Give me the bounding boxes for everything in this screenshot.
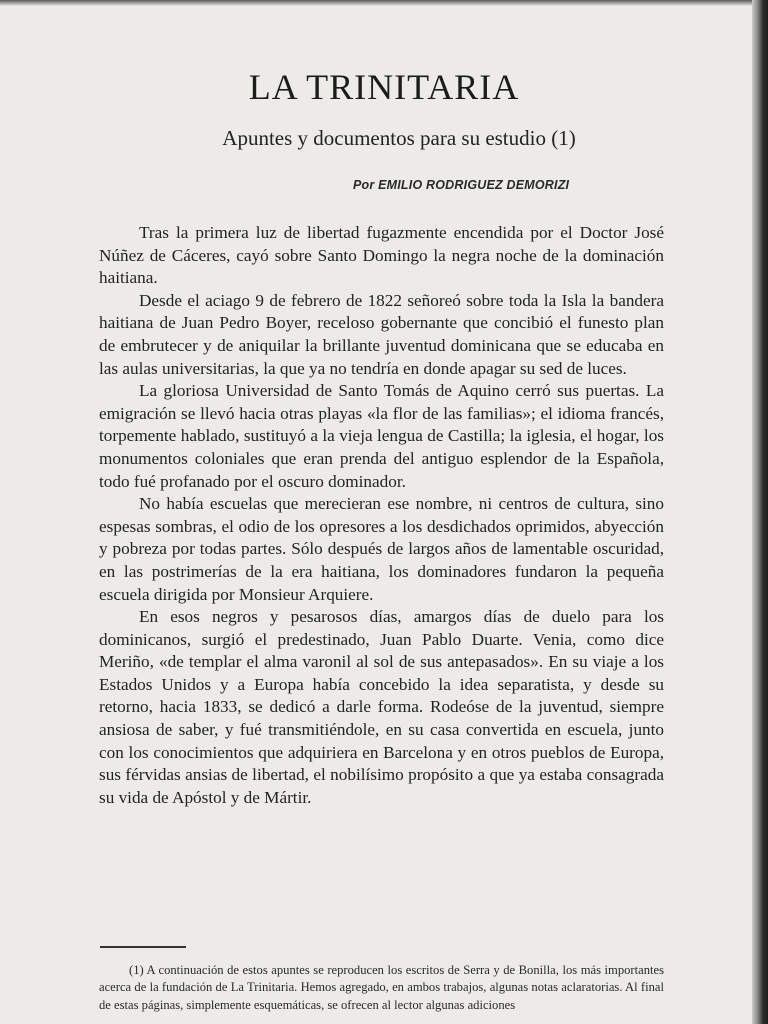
scan-edge-top	[0, 0, 768, 6]
footnote-divider	[100, 946, 186, 948]
author-byline: Por EMILIO RODRIGUEZ DEMORIZI	[353, 178, 570, 192]
article-body	[99, 222, 664, 809]
paragraph: No había escuelas que merecieran ese nombre, ni centros de cultura, sino espesas sombras, el odio de los opresores a los desdichados oprimidos, abyección y pobreza por todas partes. Sólo después de largos años de lamentable oscuridad, en las postrimerías de la era haitiana, los dominadores fundaron la pequeña escuela dirigida por Monsieur Arquiere.	[99, 494, 664, 604]
paragraph: Tras la primera luz de libertad fugazmente encendida por el Doctor José Núñez de Cáceres, cayó sobre Santo Domingo la negra noche de la dominación haitiana.	[99, 223, 664, 288]
paragraph: La gloriosa Universidad de Santo Tomás de Aquino cerró sus puertas. La emigración se llevó hacia otras playas «la flor de las familias»; el idioma francés, torpemente hablado, sustituyó a la vieja lengua de Castilla; la iglesia, el hogar, los monumentos coloniales que eran prenda del antiguo esplendor de la Española, todo fué profanado por el oscuro dominador.	[99, 381, 664, 491]
scan-edge-right	[752, 0, 768, 1024]
document-subtitle: Apuntes y documentos para su estudio (1)	[222, 126, 576, 150]
paragraph: Desde el aciago 9 de febrero de 1822 señoreó sobre toda la Isla la bandera haitiana de Juan Pedro Boyer, receloso gobernante que concibió el funesto plan de embrutecer y de aniquilar la brillante juventud dominicana que se educaba en las aulas universitarias, la que ya no tendría en donde apagar su sed de luces.	[99, 290, 664, 378]
footnote-text: (1) A continuación de estos apuntes se reproducen los escritos de Serra y de Bonilla, los más importantes acerca de la fundación de La Trinitaria. Hemos agregado, en ambos trabajos, algunas notas aclaratorias. Al final de estas páginas, simplemente esquemáticas, se ofrecen al lector algunas adiciones	[99, 963, 664, 1012]
paragraph: En esos negros y pesarosos días, amargos días de duelo para los dominicanos, surgió el predestinado, Juan Pablo Duarte. Venia, como dice Meriño, «de templar el alma varonil al sol de sus antepasados». En su viaje a los Estados Unidos y a Europa había concebido la idea separatista, y desde su retorno, hacia 1833, se dedicó a darle forma. Rodeóse de la juventud, siempre ansiosa de saber, y fué transmitiéndole, en su casa convertida en escuela, junto con los conocimientos que adquiriera en Barcelona y en otros pueblos de Europa, sus férvidas ansias de libertad, el nobilísimo propósito a que ya estaba consagrada su vida de Apóstol y de Mártir.	[99, 607, 664, 807]
document-title: LA TRINITARIA	[248, 67, 520, 107]
footnote	[99, 962, 664, 1014]
